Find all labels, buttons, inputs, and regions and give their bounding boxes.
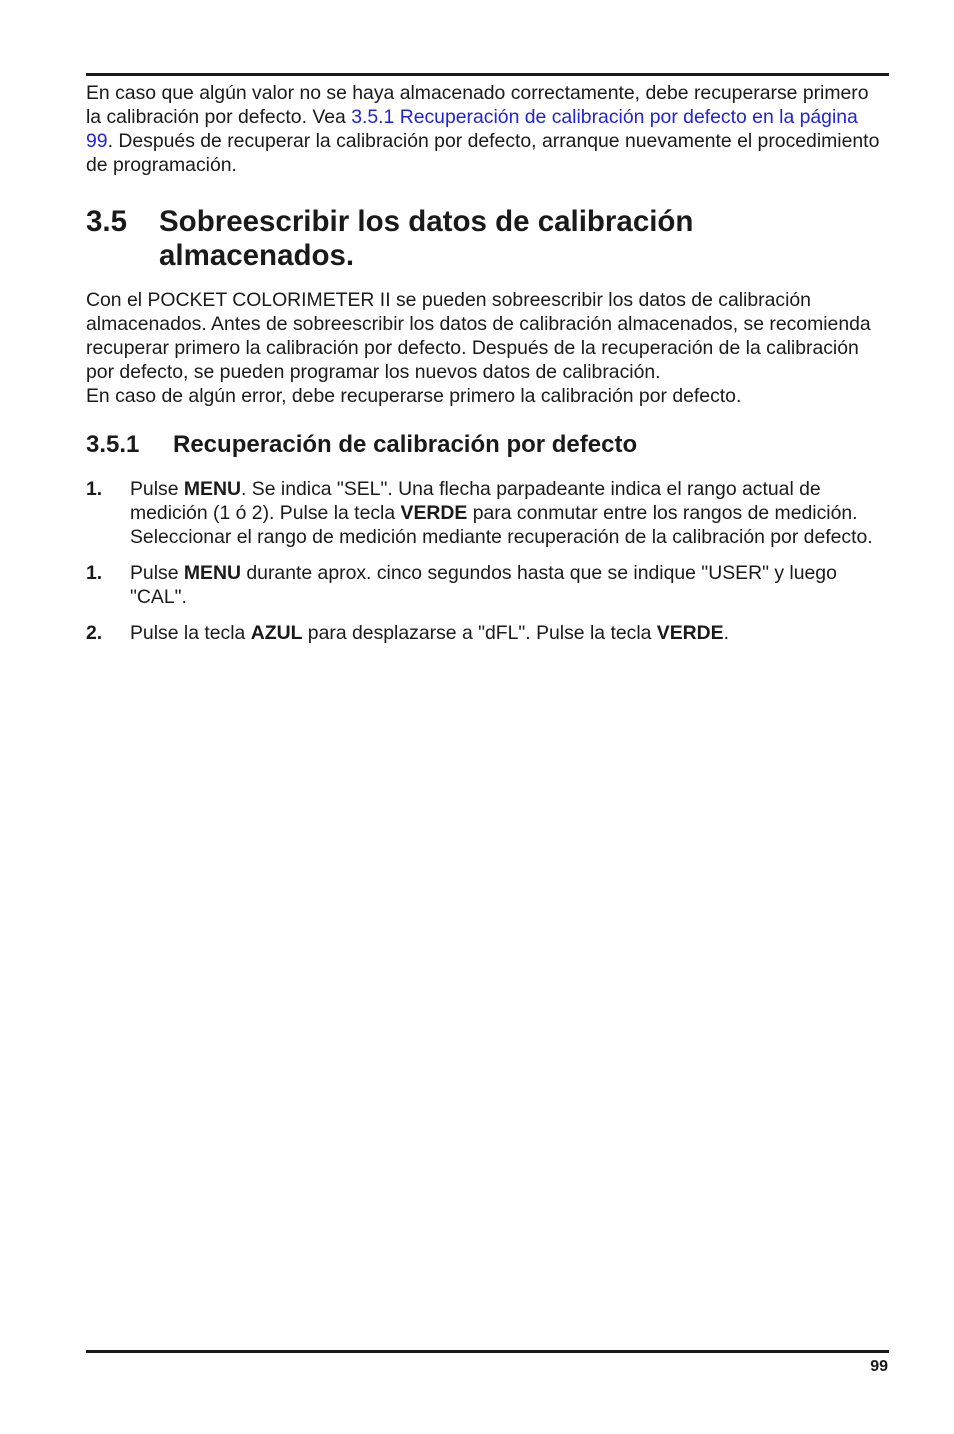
key-verde: VERDE <box>656 622 724 644</box>
section-paragraph: Con el POCKET COLORIMETER II se pueden sobreescribir los datos de calibración almacenados. Antes de sobreescribir los datos de calibración almacenados, se recomienda recuperar primero la calibración por defecto. Después de la recuperación de la calibración por defecto, se pueden programar los nuevos datos de calibración. <box>86 289 871 383</box>
step-number: 1. <box>86 562 103 584</box>
section-number: 3.5 <box>86 205 128 238</box>
header-rule <box>86 73 889 76</box>
key-azul: AZUL <box>250 622 303 644</box>
subsection-heading <box>86 430 889 460</box>
cross-reference-link[interactable]: 3.5.1 Recuperación de calibración por defecto en la página 99 <box>86 106 858 152</box>
intro-text-before: En caso que algún valor no se haya almacenado correctamente, debe recuperarse primero la calibración por defecto. Vea <box>86 82 869 128</box>
key-menu: MENU <box>183 478 241 500</box>
key-verde: VERDE <box>400 502 468 524</box>
page-number: 99 <box>870 1358 888 1375</box>
steps-list <box>86 477 889 645</box>
step-text: Pulse MENU durante aprox. cinco segundos hasta que se indique "USER" y luego "CAL". <box>130 562 837 608</box>
section-heading <box>86 205 889 273</box>
step-text: Pulse MENU. Se indica "SEL". Una flecha parpadeante indica el rango actual de medición (1 ó 2). Pulse la tecla VERDE para conmutar entre los rangos de medición. Seleccionar el rango de medición mediante recuperación de la calibración por defecto. <box>130 478 873 548</box>
step-number: 2. <box>86 622 103 644</box>
key-menu: MENU <box>183 562 241 584</box>
subsection-number: 3.5.1 <box>86 431 140 458</box>
footer-rule <box>86 1350 889 1353</box>
list-item <box>86 477 889 549</box>
section-title: Sobreescribir los datos de calibración almacenados. <box>159 205 694 272</box>
intro-paragraph <box>86 81 889 177</box>
section-paragraph-error: En caso de algún error, debe recuperarse primero la calibración por defecto. <box>86 385 742 407</box>
intro-text-after: . Después de recuperar la calibración por defecto, arranque nuevamente el procedimiento de programación. <box>86 130 880 176</box>
step-number: 1. <box>86 478 103 500</box>
list-item <box>86 561 889 609</box>
subsection-title: Recuperación de calibración por defecto <box>173 431 638 458</box>
step-text: Pulse la tecla AZUL para desplazarse a "dFL". Pulse la tecla VERDE. <box>130 622 729 644</box>
page-content <box>86 81 889 657</box>
list-item <box>86 621 889 645</box>
